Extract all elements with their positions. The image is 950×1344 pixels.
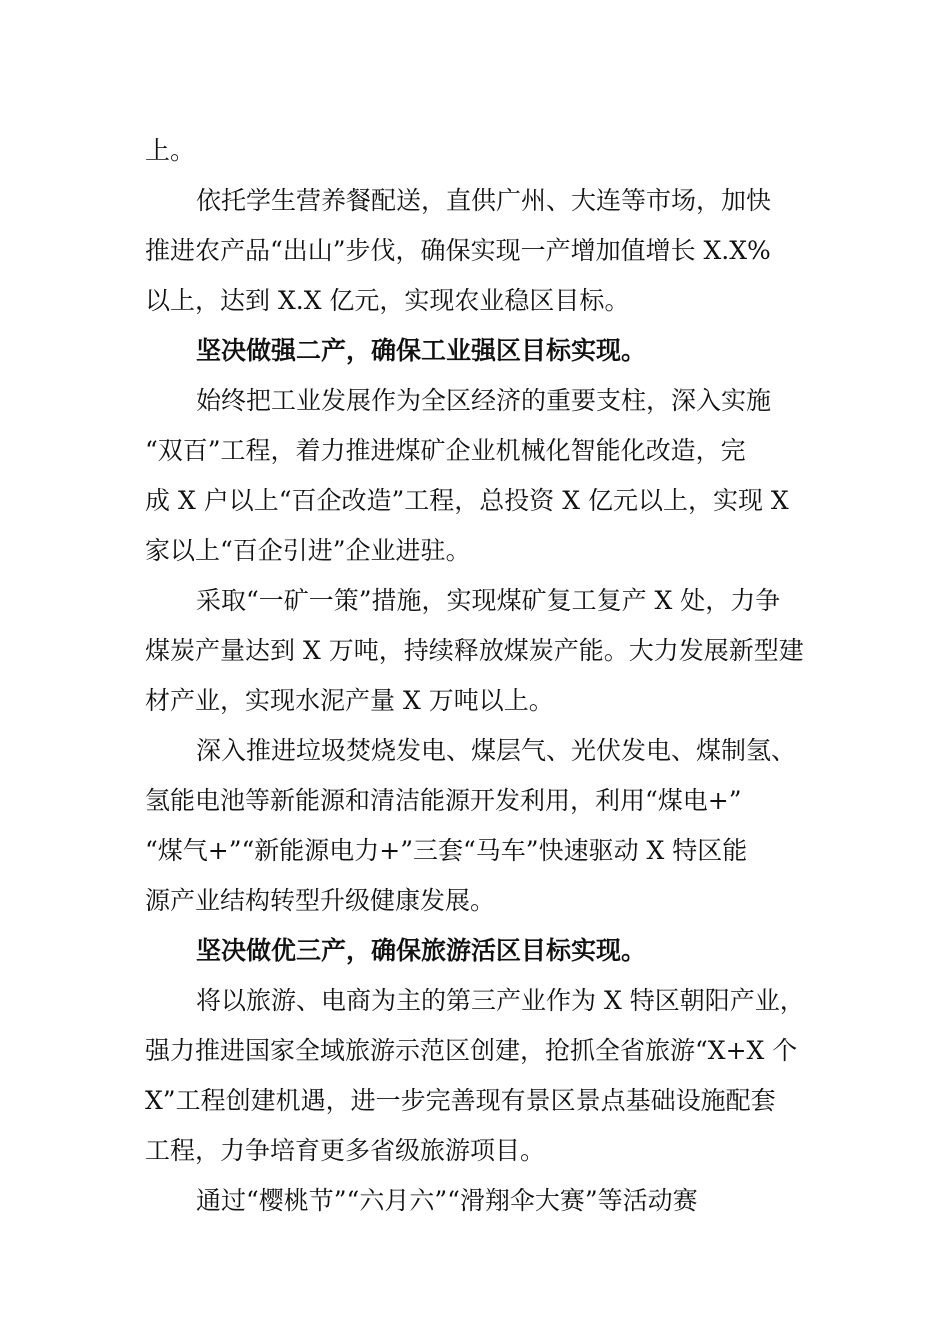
text-line: X”工程创建机遇，进一步完善现有景区景点基础设施配套 [145,1086,776,1115]
text-line: 上。 [145,136,196,165]
text-line: 工程，力争培育更多省级旅游项目。 [145,1136,546,1165]
text-line: 煤炭产量达到 X 万吨，持续释放煤炭产能。大力发展新型建 [145,636,804,665]
text-line: 推进农产品“出山”步伐，确保实现一产增加值增长 X.X% [145,236,771,265]
paragraph-start-line: 依托学生营养餐配送，直供广州、大连等市场，加快 [196,186,772,215]
text-line: “双百”工程，着力推进煤矿企业机械化智能化改造，完 [145,436,746,465]
text-line: 成 X 户以上“百企改造”工程，总投资 X 亿元以上，实现 X [145,486,789,515]
paragraph-start-line: 采取“一矿一策”措施，实现煤矿复工复产 X 处，力争 [196,586,781,615]
paragraph-start-line: 通过“樱桃节”“六月六”“滑翔伞大赛”等活动赛 [196,1186,698,1215]
text-line: 强力推进国家全域旅游示范区创建，抢抓全省旅游“X+X 个 [145,1036,798,1065]
text-line: 源产业结构转型升级健康发展。 [145,886,496,915]
paragraph-start-line: 将以旅游、电商为主的第三产业作为 X 特区朝阳产业， [196,986,805,1015]
section-heading: 坚决做优三产，确保旅游活区目标实现。 [196,936,647,965]
paragraph-start-line: 始终把工业发展作为全区经济的重要支柱，深入实施 [196,386,772,415]
paragraph-start-line: 深入推进垃圾焚烧发电、煤层气、光伏发电、煤制氢、 [196,736,797,765]
text-line: “煤气+”“新能源电力+”三套“马车”快速驱动 X 特区能 [145,836,748,865]
section-heading: 坚决做强二产，确保工业强区目标实现。 [196,336,647,365]
text-line: 材产业，实现水泥产量 X 万吨以上。 [145,686,554,715]
text-line: 家以上“百企引进”企业进驻。 [145,536,471,565]
text-line: 氢能电池等新能源和清洁能源开发利用，利用“煤电+” [145,786,742,815]
text-line: 以上，达到 X.X 亿元，实现农业稳区目标。 [145,286,630,315]
